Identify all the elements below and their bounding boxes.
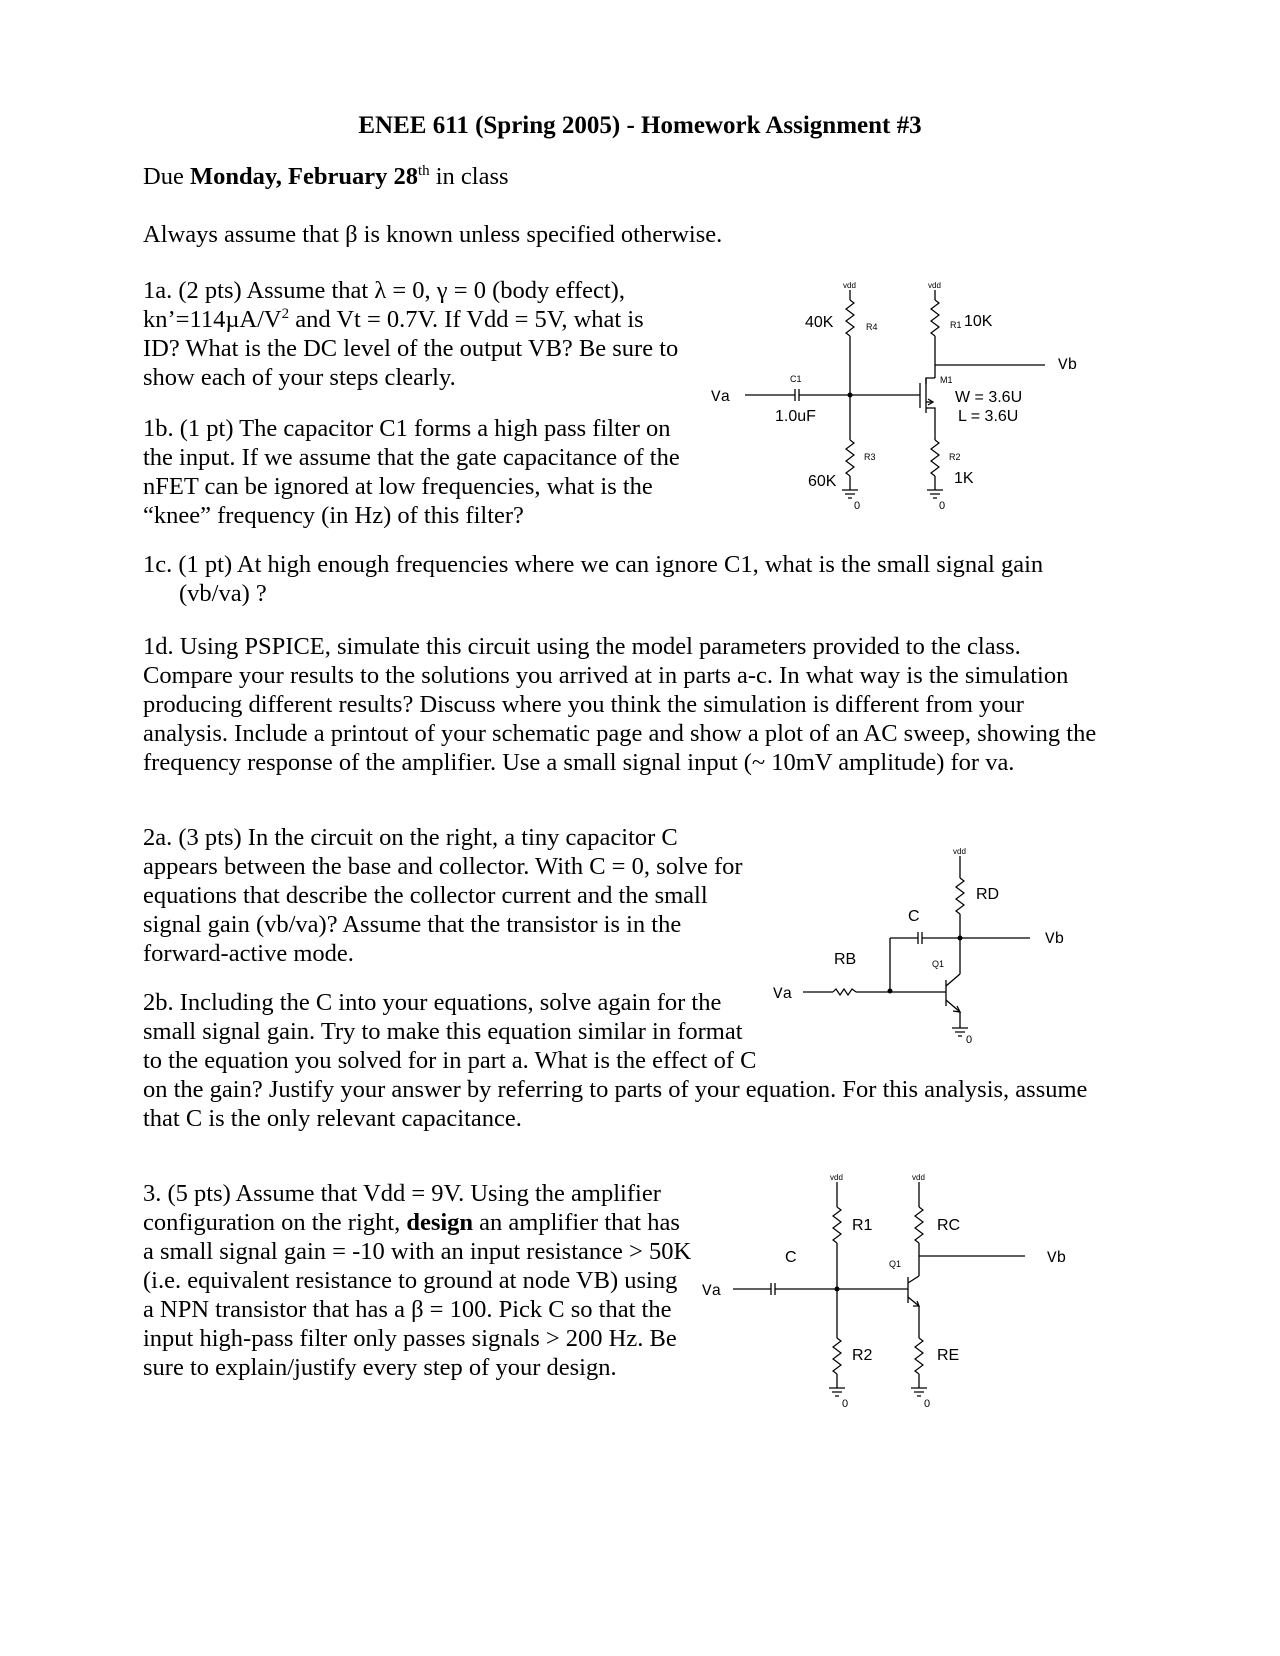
r2-label: R2 bbox=[852, 1347, 873, 1364]
q2a-line: signal gain (vb/va)? Assume that the transistor is in the bbox=[143, 911, 682, 938]
q1c-line: 1c. (1 pt) At high enough frequencies where we can ignore C1, what is the small signal gain bbox=[143, 551, 1044, 578]
resistor-rc bbox=[915, 1207, 923, 1243]
re-label: RE bbox=[937, 1347, 960, 1364]
r2-label: R2 bbox=[949, 452, 961, 462]
due-prefix: Due bbox=[143, 163, 184, 190]
ground-symbol bbox=[829, 1388, 845, 1396]
vdd-label: vdd bbox=[912, 1173, 925, 1182]
q1a-kn-exp: 2 bbox=[281, 305, 290, 322]
c-label: C bbox=[908, 908, 920, 925]
q1b-line: the input. If we assume that the gate capacitance of the bbox=[143, 444, 680, 471]
resistor-r3 bbox=[846, 440, 854, 476]
junction bbox=[835, 1287, 840, 1292]
due-suffix: in class bbox=[435, 163, 509, 190]
q1d-line: producing different results? Discuss where you think the simulation is different from your bbox=[143, 691, 1024, 718]
va-label: Va bbox=[711, 388, 731, 406]
m1-source-lead bbox=[926, 408, 935, 413]
resistor-re bbox=[915, 1338, 923, 1374]
c1-label: C1 bbox=[790, 374, 802, 384]
vdd-label: vdd bbox=[953, 847, 966, 856]
resistor-r1 bbox=[931, 300, 939, 336]
r3-value: 60K bbox=[808, 473, 837, 490]
q2a-line: 2a. (3 pts) In the circuit on the right, a tiny capacitor C bbox=[143, 824, 678, 851]
q1c-line: (vb/va) ? bbox=[179, 580, 267, 607]
q1-label: Q1 bbox=[889, 1259, 902, 1269]
q1-emitter-lead bbox=[946, 1000, 960, 1012]
rd-label: RD bbox=[976, 886, 1000, 903]
q2a-line: appears between the base and collector. With C = 0, solve for bbox=[143, 853, 743, 880]
va-label: Va bbox=[773, 985, 793, 1003]
q1a-line: ID? What is the DC level of the output VB? Be sure to bbox=[143, 335, 679, 362]
m1-label: M1 bbox=[940, 375, 953, 385]
q1a-line: $kn’=114\mu A/V^2$ and Vt = 0.7V. If Vdd = 5V, what is bbox=[143, 305, 644, 333]
c-label: C bbox=[785, 1249, 797, 1266]
question-1d bbox=[143, 632, 1096, 777]
q1-collector-lead bbox=[908, 1276, 919, 1283]
circuit-2-bjt-miller bbox=[770, 838, 1100, 1048]
w-parameter: W = 3.6U bbox=[955, 389, 1023, 406]
q1-label: Q1 bbox=[932, 959, 945, 969]
q3-line: input high-pass filter only passes signals > 200 Hz. Be bbox=[143, 1325, 677, 1352]
question-2a bbox=[143, 823, 743, 968]
question-3 bbox=[143, 1179, 691, 1382]
q3-line: a small signal gain = -10 with an input resistance > 50K bbox=[143, 1238, 692, 1265]
q1b-line: 1b. (1 pt) The capacitor C1 forms a high pass filter on bbox=[143, 415, 671, 442]
ground-label: 0 bbox=[939, 500, 946, 512]
vdd-label: vdd bbox=[928, 281, 941, 290]
q3-line: configuration on the right, design an amplifier that has bbox=[143, 1209, 680, 1236]
q2a-line: equations that describe the collector current and the small bbox=[143, 882, 708, 909]
q3-design-emphasis: design bbox=[406, 1209, 474, 1236]
q2b-line: 2b. Including the C into your equations, solve again for the bbox=[143, 989, 722, 1016]
circuit-3-bjt-amplifier bbox=[700, 1170, 1100, 1415]
q2b-line: on the gain? Justify your answer by referring to parts of your equation. For this analysis, assume bbox=[143, 1076, 1088, 1103]
resistor-r4 bbox=[846, 300, 854, 336]
junction bbox=[848, 393, 853, 398]
junction bbox=[888, 989, 893, 994]
due-date-suffix: th bbox=[417, 162, 430, 179]
ground-label: 0 bbox=[842, 1398, 849, 1410]
vb-label: Vb bbox=[1058, 356, 1078, 374]
q3-line: 3. (5 pts) Assume that Vdd = 9V. Using the amplifier bbox=[143, 1180, 661, 1207]
q3-line: a NPN transistor that has a β = 100. Pick C so that the bbox=[143, 1296, 672, 1323]
assumption-text: Always assume that β is known unless specified otherwise. bbox=[143, 221, 723, 248]
q1a-kn: kn’=114µA/V bbox=[143, 306, 282, 333]
vb-label: Vb bbox=[1047, 1249, 1067, 1267]
q1-collector-lead bbox=[946, 974, 960, 986]
r1-label: R1 bbox=[950, 320, 962, 330]
r4-value: 40K bbox=[805, 314, 834, 331]
due-date: Monday, February 28 bbox=[189, 163, 418, 190]
ground-label: 0 bbox=[924, 1398, 931, 1410]
rb-label: RB bbox=[834, 951, 857, 968]
question-1b bbox=[143, 414, 680, 530]
q2b-line: small signal gain. Try to make this equation similar in format bbox=[143, 1018, 743, 1045]
resistor-r2 bbox=[833, 1338, 841, 1374]
q3-line: (i.e. equivalent resistance to ground at node VB) using bbox=[143, 1267, 678, 1294]
resistor-r1 bbox=[833, 1207, 841, 1243]
va-label: Va bbox=[702, 1282, 722, 1300]
resistor-rb bbox=[833, 989, 856, 995]
q2b-line: that C is the only relevant capacitance. bbox=[143, 1105, 522, 1132]
q1b-line: nFET can be ignored at low frequencies, what is the bbox=[143, 473, 653, 500]
resistor-r2 bbox=[931, 440, 939, 476]
ground-symbol bbox=[911, 1388, 927, 1396]
ground-symbol bbox=[927, 490, 943, 498]
r1-value: 10K bbox=[964, 313, 993, 330]
m1-drain-lead bbox=[926, 378, 935, 384]
vdd-label: vdd bbox=[830, 1173, 843, 1182]
r1-label: R1 bbox=[852, 1217, 873, 1234]
r4-label: R4 bbox=[866, 322, 878, 332]
resistor-rd bbox=[956, 878, 964, 914]
q1d-line: analysis. Include a printout of your schematic page and show a plot of an AC sweep, showing the bbox=[143, 720, 1097, 747]
q1d-line: Compare your results to the solutions you arrived at in parts a-c. In what way is the simulation bbox=[143, 662, 1069, 689]
ground-label: 0 bbox=[854, 500, 861, 512]
l-parameter: L = 3.6U bbox=[958, 408, 1019, 425]
ground-symbol bbox=[842, 490, 858, 498]
circuit-1-nmos-amplifier bbox=[700, 280, 1100, 530]
due-line bbox=[143, 162, 509, 191]
vb-label: Vb bbox=[1045, 930, 1065, 948]
q1a-line: 1a. (2 pts) Assume that λ = 0, γ = 0 (body effect), bbox=[143, 277, 625, 304]
question-1c bbox=[143, 550, 1043, 608]
question-1a bbox=[143, 276, 678, 392]
r3-label: R3 bbox=[864, 452, 876, 462]
ground-label: 0 bbox=[966, 1034, 973, 1046]
q1b-line: “knee” frequency (in Hz) of this filter? bbox=[143, 502, 524, 529]
q3-line: sure to explain/justify every step of your design. bbox=[143, 1354, 617, 1381]
vdd-label: vdd bbox=[843, 281, 856, 290]
r2-value: 1K bbox=[954, 470, 974, 487]
rc-label: RC bbox=[937, 1217, 961, 1234]
c1-value: 1.0uF bbox=[775, 408, 816, 425]
q2a-line: forward-active mode. bbox=[143, 940, 354, 967]
page-title: ENEE 611 (Spring 2005) - Homework Assignment #3 bbox=[358, 112, 922, 139]
q1d-line: 1d. Using PSPICE, simulate this circuit using the model parameters provided to the class. bbox=[143, 633, 1021, 660]
q1d-line: frequency response of the amplifier. Use a small signal input (~ 10mV amplitude) for va. bbox=[143, 749, 1015, 776]
q2b-line: to the equation you solved for in part a. What is the effect of C bbox=[143, 1047, 757, 1074]
q1a-line: show each of your steps clearly. bbox=[143, 364, 456, 391]
